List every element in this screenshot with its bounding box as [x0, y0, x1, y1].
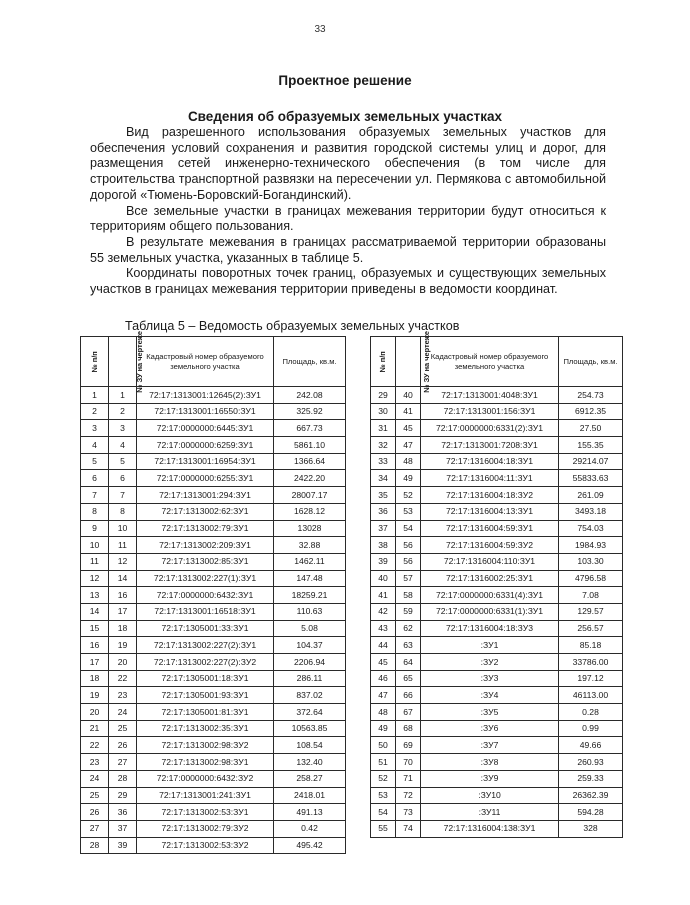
cell-cadastral-number: 72:17:1313002:62:ЗУ1 — [137, 503, 274, 520]
cell-area: 254.73 — [559, 387, 623, 404]
cell-row-number: 41 — [371, 587, 396, 604]
cell-zu-number: 2 — [109, 403, 137, 420]
cell-cadastral-number: 72:17:1316004:59:ЗУ1 — [421, 520, 559, 537]
cell-area: 328 — [559, 820, 623, 837]
cell-row-number: 18 — [81, 670, 109, 687]
cell-row-number: 47 — [371, 687, 396, 704]
cell-zu-number: 3 — [109, 420, 137, 437]
cell-cadastral-number: 72:17:0000000:6331(1):ЗУ1 — [421, 603, 559, 620]
cell-cadastral-number: 72:17:1313002:227(1):ЗУ1 — [137, 570, 274, 587]
cell-cadastral-number: 72:17:1316004:18:ЗУ1 — [421, 453, 559, 470]
cell-area: 0.28 — [559, 704, 623, 721]
cell-row-number: 19 — [81, 687, 109, 704]
cell-row-number: 38 — [371, 537, 396, 554]
table-row — [371, 787, 623, 804]
cell-row-number: 1 — [81, 387, 109, 404]
parcels-table-right — [370, 330, 623, 838]
cell-row-number: 46 — [371, 670, 396, 687]
cell-zu-number: 56 — [396, 537, 421, 554]
table-row — [81, 620, 346, 637]
table-row — [81, 520, 346, 537]
cell-row-number: 35 — [371, 487, 396, 504]
cell-area: 491.13 — [274, 804, 346, 821]
cell-row-number: 55 — [371, 820, 396, 837]
cell-area: 27.50 — [559, 420, 623, 437]
table-row — [371, 754, 623, 771]
cell-row-number: 7 — [81, 487, 109, 504]
table-header-row — [371, 337, 623, 387]
cell-zu-number: 47 — [396, 437, 421, 454]
cell-area: 260.93 — [559, 754, 623, 771]
table-row — [81, 537, 346, 554]
cell-row-number: 3 — [81, 420, 109, 437]
cell-area: 7.08 — [559, 587, 623, 604]
table-row — [371, 570, 623, 587]
cell-cadastral-number: :ЗУ4 — [421, 687, 559, 704]
cell-area: 256.57 — [559, 620, 623, 637]
cell-cadastral-number: 72:17:1313002:85:ЗУ1 — [137, 553, 274, 570]
cell-area: 132.40 — [274, 754, 346, 771]
cell-row-number: 33 — [371, 453, 396, 470]
cell-zu-number: 1 — [109, 387, 137, 404]
cell-area: 4796.58 — [559, 570, 623, 587]
subsection-heading: Сведения об образуемых земельных участках — [187, 109, 503, 124]
table-row — [81, 804, 346, 821]
cell-area: 242.08 — [274, 387, 346, 404]
cell-row-number: 24 — [81, 770, 109, 787]
cell-area: 1628.12 — [274, 503, 346, 520]
table-row — [81, 437, 346, 454]
cell-cadastral-number: 72:17:0000000:6255:ЗУ1 — [137, 470, 274, 487]
cell-cadastral-number: 72:17:0000000:6259:ЗУ1 — [137, 437, 274, 454]
cell-row-number: 2 — [81, 403, 109, 420]
cell-cadastral-number: 72:17:1313002:79:ЗУ1 — [137, 520, 274, 537]
cell-cadastral-number: 72:17:1305001:93:ЗУ1 — [137, 687, 274, 704]
cell-area: 325.92 — [274, 403, 346, 420]
table-row — [81, 737, 346, 754]
table-row — [81, 720, 346, 737]
cell-area: 372.64 — [274, 704, 346, 721]
table-row — [81, 587, 346, 604]
table-row — [81, 837, 346, 854]
cell-row-number: 51 — [371, 754, 396, 771]
cell-area: 286.11 — [274, 670, 346, 687]
cell-zu-number: 64 — [396, 654, 421, 671]
cell-zu-number: 62 — [396, 620, 421, 637]
cell-cadastral-number: 72:17:1313002:53:ЗУ2 — [137, 837, 274, 854]
table-row — [371, 770, 623, 787]
cell-area: 32.88 — [274, 537, 346, 554]
table-row — [371, 737, 623, 754]
cell-area: 6912.35 — [559, 403, 623, 420]
table-row — [371, 804, 623, 821]
cell-cadastral-number: 72:17:1313001:294:ЗУ1 — [137, 487, 274, 504]
cell-zu-number: 22 — [109, 670, 137, 687]
table-row — [81, 670, 346, 687]
cell-area: 46113.00 — [559, 687, 623, 704]
cell-cadastral-number: 72:17:1313002:79:ЗУ2 — [137, 820, 274, 837]
cell-row-number: 29 — [371, 387, 396, 404]
cell-zu-number: 19 — [109, 637, 137, 654]
cell-zu-number: 74 — [396, 820, 421, 837]
cell-row-number: 36 — [371, 503, 396, 520]
header-area: Площадь, кв.м. — [274, 337, 346, 387]
cell-zu-number: 25 — [109, 720, 137, 737]
cell-row-number: 42 — [371, 603, 396, 620]
cell-row-number: 40 — [371, 570, 396, 587]
table-row — [81, 453, 346, 470]
table-row — [81, 754, 346, 771]
cell-zu-number: 70 — [396, 754, 421, 771]
cell-zu-number: 10 — [109, 520, 137, 537]
cell-zu-number: 8 — [109, 503, 137, 520]
cell-row-number: 4 — [81, 437, 109, 454]
cell-cadastral-number: 72:17:1313001:156:ЗУ1 — [421, 403, 559, 420]
cell-row-number: 22 — [81, 737, 109, 754]
cell-area: 13028 — [274, 520, 346, 537]
cell-row-number: 34 — [371, 470, 396, 487]
cell-cadastral-number: 72:17:1313002:227(2):ЗУ2 — [137, 654, 274, 671]
cell-zu-number: 57 — [396, 570, 421, 587]
cell-area: 0.42 — [274, 820, 346, 837]
table-row — [371, 387, 623, 404]
cell-row-number: 11 — [81, 553, 109, 570]
cell-area: 1984.93 — [559, 537, 623, 554]
paragraph-coordinates: Координаты поворотных точек границ, образуемых и существующих земельных участков в границах межевания территории приведены в ведомости координат. — [90, 266, 606, 297]
cell-area: 147.48 — [274, 570, 346, 587]
cell-area: 754.03 — [559, 520, 623, 537]
cell-area: 0.99 — [559, 720, 623, 737]
cell-row-number: 43 — [371, 620, 396, 637]
cell-zu-number: 41 — [396, 403, 421, 420]
cell-row-number: 32 — [371, 437, 396, 454]
cell-area: 29214.07 — [559, 453, 623, 470]
cell-row-number: 48 — [371, 704, 396, 721]
table-row — [371, 620, 623, 637]
cell-area: 110.63 — [274, 603, 346, 620]
table-row — [371, 687, 623, 704]
table-row — [371, 670, 623, 687]
table-row — [371, 403, 623, 420]
table-row — [81, 787, 346, 804]
cell-row-number: 50 — [371, 737, 396, 754]
cell-row-number: 15 — [81, 620, 109, 637]
header-num: № п/п — [81, 337, 109, 387]
table-row — [81, 654, 346, 671]
cell-zu-number: 37 — [109, 820, 137, 837]
cell-cadastral-number: 72:17:0000000:6331(4):ЗУ1 — [421, 587, 559, 604]
table-row — [81, 820, 346, 837]
header-area: Площадь, кв.м. — [559, 337, 623, 387]
cell-cadastral-number: 72:17:1313002:35:ЗУ1 — [137, 720, 274, 737]
cell-area: 129.57 — [559, 603, 623, 620]
header-zu: № ЗУ на чертеже — [109, 337, 137, 387]
cell-cadastral-number: 72:17:1313002:98:ЗУ1 — [137, 754, 274, 771]
cell-cadastral-number: 72:17:1305001:33:ЗУ1 — [137, 620, 274, 637]
cell-area: 5861.10 — [274, 437, 346, 454]
cell-zu-number: 66 — [396, 687, 421, 704]
cell-cadastral-number: :ЗУ3 — [421, 670, 559, 687]
cell-zu-number: 59 — [396, 603, 421, 620]
table-row — [81, 420, 346, 437]
table-row — [81, 403, 346, 420]
table-row — [81, 503, 346, 520]
table-row — [81, 704, 346, 721]
cell-row-number: 28 — [81, 837, 109, 854]
cell-cadastral-number: 72:17:1313001:241:ЗУ1 — [137, 787, 274, 804]
cell-zu-number: 17 — [109, 603, 137, 620]
table-row — [371, 603, 623, 620]
cell-zu-number: 24 — [109, 704, 137, 721]
cell-area: 258.27 — [274, 770, 346, 787]
cell-cadastral-number: :ЗУ8 — [421, 754, 559, 771]
table-row — [371, 470, 623, 487]
cell-cadastral-number: 72:17:1316004:11:ЗУ1 — [421, 470, 559, 487]
cell-row-number: 6 — [81, 470, 109, 487]
table-row — [371, 654, 623, 671]
cell-area: 49.66 — [559, 737, 623, 754]
cell-cadastral-number: 72:17:1316004:18:ЗУ2 — [421, 487, 559, 504]
cell-row-number: 27 — [81, 820, 109, 837]
cell-cadastral-number: 72:17:1313002:98:ЗУ2 — [137, 737, 274, 754]
cell-zu-number: 71 — [396, 770, 421, 787]
cell-zu-number: 20 — [109, 654, 137, 671]
cell-zu-number: 54 — [396, 520, 421, 537]
table-row — [371, 503, 623, 520]
table-row — [371, 537, 623, 554]
cell-zu-number: 5 — [109, 453, 137, 470]
cell-cadastral-number: 72:17:0000000:6331(2):ЗУ1 — [421, 420, 559, 437]
cell-row-number: 12 — [81, 570, 109, 587]
header-zu: № ЗУ на чертеже — [396, 337, 421, 387]
cell-row-number: 16 — [81, 637, 109, 654]
cell-cadastral-number: :ЗУ6 — [421, 720, 559, 737]
cell-cadastral-number: 72:17:1316004:18:ЗУ3 — [421, 620, 559, 637]
cell-cadastral-number: 72:17:1316004:138:ЗУ1 — [421, 820, 559, 837]
cell-zu-number: 7 — [109, 487, 137, 504]
cell-cadastral-number: 72:17:1305001:18:ЗУ1 — [137, 670, 274, 687]
table-row — [81, 553, 346, 570]
cell-zu-number: 67 — [396, 704, 421, 721]
cell-area: 10563.85 — [274, 720, 346, 737]
table-row — [81, 387, 346, 404]
cell-row-number: 31 — [371, 420, 396, 437]
paragraph-public-territory: Все земельные участки в границах межевания территории будут относиться к территориям общего пользования. — [90, 203, 606, 234]
table-header-row — [81, 337, 346, 387]
table-row — [371, 453, 623, 470]
cell-row-number: 17 — [81, 654, 109, 671]
paragraph-usage: Вид разрешенного использования образуемых земельных участков для обеспечения условий сохранения и развития городской системы улиц и дорог, для размещения сетей инженерно-технического обеспечения (в том числе для строительства транспортной развязки на пересечении ул. Пермякова с автомобильной дорогой «Тюмень-Боровский-Богандинский). — [90, 125, 606, 202]
cell-zu-number: 73 — [396, 804, 421, 821]
paragraph-result: В результате межевания в границах рассматриваемой территории образованы 55 земельных участка, указанных в таблице 5. — [90, 234, 606, 265]
cell-area: 495.42 — [274, 837, 346, 854]
cell-area: 155.35 — [559, 437, 623, 454]
cell-zu-number: 39 — [109, 837, 137, 854]
cell-cadastral-number: :ЗУ9 — [421, 770, 559, 787]
cell-area: 1462.11 — [274, 553, 346, 570]
cell-row-number: 53 — [371, 787, 396, 804]
cell-cadastral-number: 72:17:1313001:16954:ЗУ1 — [137, 453, 274, 470]
cell-zu-number: 68 — [396, 720, 421, 737]
table-row — [371, 520, 623, 537]
cell-row-number: 20 — [81, 704, 109, 721]
cell-row-number: 52 — [371, 770, 396, 787]
cell-area: 594.28 — [559, 804, 623, 821]
cell-row-number: 8 — [81, 503, 109, 520]
table-caption: Таблица 5 – Ведомость образуемых земельных участков — [125, 319, 460, 333]
cell-row-number: 54 — [371, 804, 396, 821]
header-num: № п/п — [371, 337, 396, 387]
cell-area: 33786.00 — [559, 654, 623, 671]
cell-cadastral-number: 72:17:0000000:6432:ЗУ2 — [137, 770, 274, 787]
cell-cadastral-number: 72:17:1313002:209:ЗУ1 — [137, 537, 274, 554]
cell-area: 2418.01 — [274, 787, 346, 804]
cell-cadastral-number: 72:17:1313001:7208:ЗУ1 — [421, 437, 559, 454]
cell-row-number: 25 — [81, 787, 109, 804]
cell-zu-number: 72 — [396, 787, 421, 804]
table-row — [81, 637, 346, 654]
table-row — [371, 420, 623, 437]
cell-area: 55833.63 — [559, 470, 623, 487]
cell-zu-number: 56 — [396, 553, 421, 570]
cell-cadastral-number: 72:17:1316004:59:ЗУ2 — [421, 537, 559, 554]
table-row — [81, 687, 346, 704]
cell-area: 197.12 — [559, 670, 623, 687]
cell-zu-number: 65 — [396, 670, 421, 687]
cell-area: 3493.18 — [559, 503, 623, 520]
cell-row-number: 10 — [81, 537, 109, 554]
page-number: 33 — [314, 24, 326, 35]
table-row — [371, 487, 623, 504]
table-row — [81, 470, 346, 487]
table-row — [371, 637, 623, 654]
cell-area: 2422.20 — [274, 470, 346, 487]
cell-area: 85.18 — [559, 637, 623, 654]
cell-area: 26362.39 — [559, 787, 623, 804]
cell-area: 259.33 — [559, 770, 623, 787]
cell-area: 28007.17 — [274, 487, 346, 504]
cell-row-number: 39 — [371, 553, 396, 570]
table-row — [371, 704, 623, 721]
table-row — [371, 587, 623, 604]
cell-zu-number: 23 — [109, 687, 137, 704]
cell-zu-number: 49 — [396, 470, 421, 487]
cell-area: 108.54 — [274, 737, 346, 754]
cell-cadastral-number: 72:17:1316004:110:ЗУ1 — [421, 553, 559, 570]
table-row — [81, 570, 346, 587]
cell-zu-number: 45 — [396, 420, 421, 437]
cell-cadastral-number: 72:17:1316004:13:ЗУ1 — [421, 503, 559, 520]
cell-zu-number: 58 — [396, 587, 421, 604]
cell-cadastral-number: 72:17:1313002:227(2):ЗУ1 — [137, 637, 274, 654]
cell-cadastral-number: 72:17:1316002:25:ЗУ1 — [421, 570, 559, 587]
cell-zu-number: 36 — [109, 804, 137, 821]
cell-area: 103.30 — [559, 553, 623, 570]
cell-row-number: 45 — [371, 654, 396, 671]
cell-zu-number: 11 — [109, 537, 137, 554]
cell-zu-number: 29 — [109, 787, 137, 804]
cell-zu-number: 16 — [109, 587, 137, 604]
cell-cadastral-number: 72:17:1313001:16550:ЗУ1 — [137, 403, 274, 420]
cell-row-number: 26 — [81, 804, 109, 821]
table-row — [81, 603, 346, 620]
cell-row-number: 21 — [81, 720, 109, 737]
cell-row-number: 23 — [81, 754, 109, 771]
cell-cadastral-number: 72:17:1313001:12645(2):ЗУ1 — [137, 387, 274, 404]
cell-area: 261.09 — [559, 487, 623, 504]
cell-zu-number: 4 — [109, 437, 137, 454]
cell-area: 18259.21 — [274, 587, 346, 604]
cell-zu-number: 18 — [109, 620, 137, 637]
table-row — [371, 437, 623, 454]
cell-cadastral-number: 72:17:0000000:6432:ЗУ1 — [137, 587, 274, 604]
cell-cadastral-number: :ЗУ2 — [421, 654, 559, 671]
cell-zu-number: 12 — [109, 553, 137, 570]
cell-row-number: 5 — [81, 453, 109, 470]
table-row — [81, 770, 346, 787]
cell-cadastral-number: :ЗУ7 — [421, 737, 559, 754]
cell-cadastral-number: 72:17:0000000:6445:ЗУ1 — [137, 420, 274, 437]
parcels-table-left — [80, 330, 346, 854]
table-row — [371, 553, 623, 570]
cell-zu-number: 27 — [109, 754, 137, 771]
cell-cadastral-number: 72:17:1313002:53:ЗУ1 — [137, 804, 274, 821]
cell-row-number: 49 — [371, 720, 396, 737]
cell-cadastral-number: 72:17:1305001:81:ЗУ1 — [137, 704, 274, 721]
table-row — [81, 487, 346, 504]
cell-zu-number: 53 — [396, 503, 421, 520]
cell-cadastral-number: 72:17:1313001:4048:ЗУ1 — [421, 387, 559, 404]
cell-zu-number: 26 — [109, 737, 137, 754]
cell-zu-number: 14 — [109, 570, 137, 587]
cell-zu-number: 28 — [109, 770, 137, 787]
cell-zu-number: 69 — [396, 737, 421, 754]
cell-zu-number: 6 — [109, 470, 137, 487]
section-heading: Проектное решение — [278, 73, 412, 88]
cell-cadastral-number: :ЗУ10 — [421, 787, 559, 804]
table-row — [371, 820, 623, 837]
cell-row-number: 9 — [81, 520, 109, 537]
cell-cadastral-number: 72:17:1313001:16518:ЗУ1 — [137, 603, 274, 620]
header-cadastral: Кадастровый номер образуемого земельного участка — [421, 337, 559, 387]
cell-zu-number: 52 — [396, 487, 421, 504]
cell-row-number: 14 — [81, 603, 109, 620]
cell-row-number: 37 — [371, 520, 396, 537]
cell-row-number: 13 — [81, 587, 109, 604]
header-cadastral: Кадастровый номер образуемого земельного участка — [137, 337, 274, 387]
cell-area: 2206.94 — [274, 654, 346, 671]
cell-cadastral-number: :ЗУ1 — [421, 637, 559, 654]
cell-area: 5.08 — [274, 620, 346, 637]
cell-cadastral-number: :ЗУ5 — [421, 704, 559, 721]
cell-zu-number: 40 — [396, 387, 421, 404]
cell-cadastral-number: :ЗУ11 — [421, 804, 559, 821]
cell-zu-number: 63 — [396, 637, 421, 654]
cell-area: 104.37 — [274, 637, 346, 654]
cell-row-number: 30 — [371, 403, 396, 420]
body-text — [90, 125, 606, 298]
cell-area: 667.73 — [274, 420, 346, 437]
cell-area: 837.02 — [274, 687, 346, 704]
cell-area: 1366.64 — [274, 453, 346, 470]
table-row — [371, 720, 623, 737]
cell-row-number: 44 — [371, 637, 396, 654]
cell-zu-number: 48 — [396, 453, 421, 470]
